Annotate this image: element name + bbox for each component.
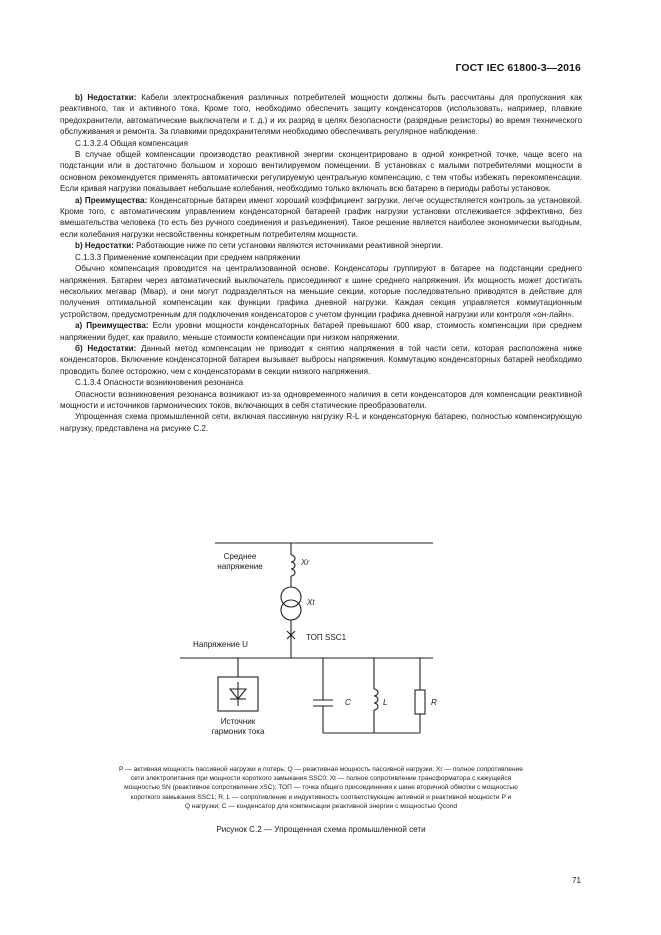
paragraph-text: Если уровни мощности конденсаторных батарей превышают 600 квар, стоимость компенсации при среднем напряжении будет, как правило, меньше стоимости компенсации при низком напряжении.: [60, 321, 582, 342]
paragraph-text: Обычно компенсация проводится на централизованной основе. Конденсаторы группируют в батарее на подстанции среднего напряжения. Батареи через автоматический выключатель присоединяют к шине среднего напряжения. Их мощность может достигать нескольких мегавар (Мвар), и они могут подразделяться на меньшие секции, которые последовательно приводятся в действие для получения оптимальной компенсации как функции графика дневной нагрузки. Каждая секция управляется коммутационным устройством, предусмотренным для подключения конденсаторов с учетом функции графика дневной нагрузки или контроля «он-лайн».: [60, 264, 582, 319]
paragraph: [60, 149, 582, 195]
paragraph-text: Опасности возникновения резонанса возникают из-за одновременного наличия в сети конденсаторов для компенсации реактивной мощности и источников гармонических токов, включающих в себя статические преобразователи.: [60, 389, 582, 410]
heading-text: С.1.3.3 Применение компенсации при среднем напряжении: [75, 252, 301, 262]
figure-legend: [46, 765, 596, 811]
bold-lead: b) Недостатки:: [75, 93, 137, 102]
label-xr: Xr: [301, 558, 310, 567]
load-resistor: [415, 690, 425, 714]
heading-text: С.1.3.2.4 Общая компенсация: [75, 138, 188, 148]
label-medium-voltage-2: напряжение: [217, 562, 263, 571]
legend-line: Q нагрузки; C — конденсатор для компенсации реактивной энергии с мощностью Qcond: [184, 802, 458, 810]
paragraph-advantages-2: [60, 320, 582, 343]
network-inductor-xr: [291, 555, 295, 576]
figure-caption: Рисунок С.2 — Упрощенная схема промышленной сети: [216, 825, 426, 834]
bold-lead: b) Недостатки:: [75, 241, 134, 251]
label-source-1: Источник: [220, 717, 256, 726]
paragraph-text: В случае общей компенсации производство реактивной энергии сконцентрировано в одной конкретной точке, чаще всего на подстанции или в достаточно большом и хорошо вентилируемом помещении. В установках с малыми потребителями мощности в основном рекомендуется применять автоматически регулируемую центральную компенсацию, с тем чтобы избежать перекомпенсации. Если кривая нагрузки показывает небольшие колебания, необходимо только включать всю батарею в периоды работы установок.: [60, 150, 582, 194]
section-heading: [60, 252, 582, 263]
paragraph: [60, 411, 582, 434]
label-c: C: [345, 698, 351, 707]
label-medium-voltage-1: Среднее: [223, 552, 257, 561]
paragraph-text: Работающие ниже по сети установки являются источниками реактивной энергии.: [133, 241, 443, 251]
paragraph: [60, 263, 582, 320]
bold-lead: б) Недостатки:: [75, 343, 137, 353]
legend-line: короткого замыкания SSC1; R, L — сопротивление и индуктивность соответствующие активной и реактивной мощности P и: [130, 793, 512, 801]
bold-lead: а) Преимущества:: [75, 321, 149, 331]
load-inductor: [374, 689, 378, 710]
label-xt: Xt: [307, 598, 315, 607]
legend-line: мощностью SN (реактивное сопротивление xSC); ТОП — точка общего присоединения к шине вторичной обмотки с мощностью: [124, 784, 518, 792]
circuit-svg: [60, 540, 582, 762]
body-text: [60, 92, 582, 434]
paragraph-text: Конденсаторные батареи имеют хороший коэффициент загрузки, легче осуществляется контроль за установкой. Кроме того, с автоматическим управлением конденсаторной батареей график нагрузки установки отслеживается эффективно, без вмешательства человека (то есть без ручного соединения и разъединения). Такое решение является наиболее экономически выгодным, если колебания нагрузки несвойственны конкретным потребителям мощности.: [60, 195, 582, 239]
label-source-2: гармоник тока: [211, 727, 265, 736]
paragraph-advantages-1: [60, 195, 582, 241]
paragraph-disadvantages-3: [60, 343, 582, 377]
label-voltage: Напряжение U: [193, 640, 249, 649]
label-l: L: [383, 698, 388, 707]
label-r: R: [431, 698, 437, 707]
paragraph-text: Данный метод компенсации не приводит к снятию напряжения в той части сети, которая расположена ниже конденсаторов. Включение конденсаторной батареи вызывает выбросы напряжения. Коммутацию конденсаторных батарей необходимо проводить более осторожно, чем с конденсаторами в секции низкого напряжения.: [60, 343, 583, 376]
legend-line: сети электропитания при мощности короткого замыкания SSC0; Xt — полное сопротивление трансформатора с кажущейся: [130, 775, 512, 783]
document-header: ГОСТ IEC 61800-3—2016: [455, 62, 581, 74]
bold-lead: а) Преимущества:: [75, 195, 148, 205]
paragraph-text: Кабели электроснабжения различных потребителей мощности должны быть рассчитаны для пропускания как реактивного, так и активного тока. Кроме того, необходимо обеспечить защиту конденсаторов (использовать, например, плавкие предохранители, автоматические выключатели и т. д.) и их разряд в целях безопасности (разрядные резисторы) во время технического обслуживания и ремонта. За плавкими предохранителями необходимо обеспечивать регулярное наблюдение.: [60, 93, 582, 137]
paragraph: [60, 389, 582, 412]
paragraph-text: Упрощенная схема промышленной сети, включая пассивную нагрузку R-L и конденсаторную батарею, полностью компенсирующую нагрузку, представлена на рисунке С.2.: [60, 412, 582, 433]
label-pcc: ТОП SSC1: [306, 633, 347, 642]
section-heading: [60, 138, 582, 149]
heading-text: С.1.3.4 Опасности возникновения резонанса: [75, 378, 244, 388]
circuit-diagram: [60, 540, 582, 762]
paragraph-disadvantages-1: [60, 92, 582, 138]
section-heading: [60, 377, 582, 388]
transformer-winding-secondary: [281, 600, 301, 620]
page-number: 71: [571, 876, 581, 885]
paragraph-disadvantages-2: [60, 240, 582, 251]
legend-line: P — активная мощность пассивной нагрузки и потерь; Q — реактивная мощность пассивной нагрузки; Xr — полное сопротивление: [119, 766, 523, 773]
transformer-winding-primary: [281, 587, 301, 607]
